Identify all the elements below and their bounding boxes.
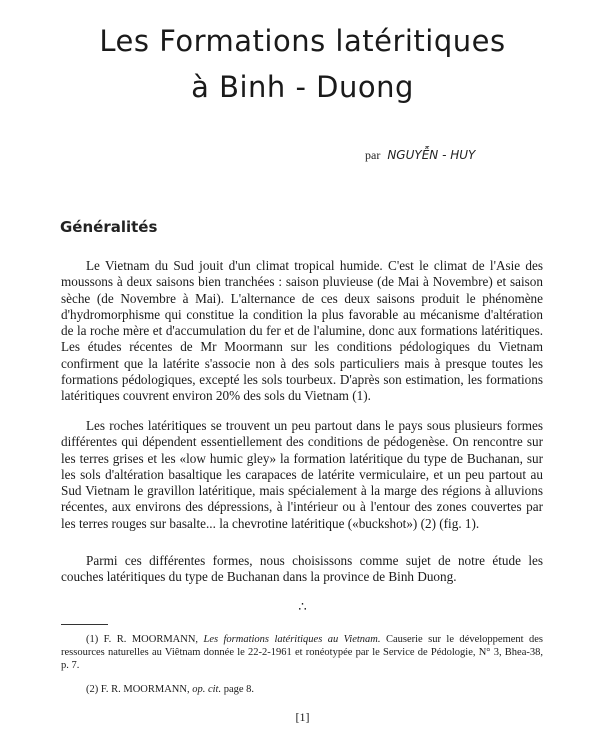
footnote-1-source: Les formations latéritiques au Vietnam. [203,634,381,645]
footnote-2-details: page 8. [223,684,255,695]
body-paragraph [61,553,543,586]
body-paragraph [61,418,543,532]
page-number: [1] [295,710,310,724]
footnote-1-details: Causerie sur le développement des ressources naturelles au Viêtnam donnée le 22-2-1961 et ronéotypée par le Service de Pédologie, N° 3, Bhea-38, p. 7. [61,634,544,671]
footnote-2-source: op. cit. [192,684,222,695]
footnote-1-author: (1) F. R. MOORMANN, [86,634,199,645]
paragraph-text: Les roches latéritiques se trouvent un peu partout dans le pays sous plusieurs formes différentes qui dépendent essentiellement des conditions de pédogenèse. On rencontre sur les terres grises et les «low humic gley» la formation latéritique du type de Buchanan, sur les sols d'altération basaltique les carapaces de latérite vermiculaire, et un peu partout au Sud Vietnam le gravillon latéritique, mais spécialement à la marge des régions à alluvions récentes, aux environs des dépressions, à l'intérieur ou à l'entour des zones couvertes par les terres rouges sur basalte... la chevrotine latéritique («buckshot») (2) (fig. 1). [61,418,543,531]
author-name: NGUYỄN - HUY [387,148,476,162]
section-ornament: ∴ [298,600,307,615]
byline [365,148,475,163]
footnote-1 [61,633,543,672]
body-paragraph [61,258,543,405]
paragraph-text: Le Vietnam du Sud jouit d'un climat tropical humide. C'est le climat de l'Asie des moussons à deux saisons bien tranchées : saison pluvieuse (de Mai à Novembre) et saison sèche (de Novembre à Mai). L'alternance de ces deux saisons produit le phénomène d'hydromorphisme qui constitue la condition la plus favorable au mécanisme d'altération de la roche mère et d'accumulation du fer et de l'alumine, donc aux formations latéritiques. Les études récentes de Mr Moormann sur les conditions pédologiques du Vietnam confirment que la latérite s'associe non à des sols particuliers mais à presque toutes les formations pédologiques, excepté les sols tourbeux. D'après son estimation, les formations latéritiques couvrent environ 20% des sols du Vietnam (1). [61,258,543,404]
paragraph-text: Parmi ces différentes formes, nous choisissons comme sujet de notre étude les couches latéritiques du type de Buchanan dans la province de Binh Duong. [61,553,543,585]
footnote-2-author: (2) F. R. MOORMANN, [86,684,190,695]
article-title-line-1: Les Formations latéritiques [99,24,506,58]
article-title-line-2: à Binh - Duong [191,70,414,104]
section-heading: Généralités [60,218,158,236]
footnote-2 [61,683,543,696]
footnote-divider [61,624,108,625]
byline-prefix: par [365,148,381,162]
